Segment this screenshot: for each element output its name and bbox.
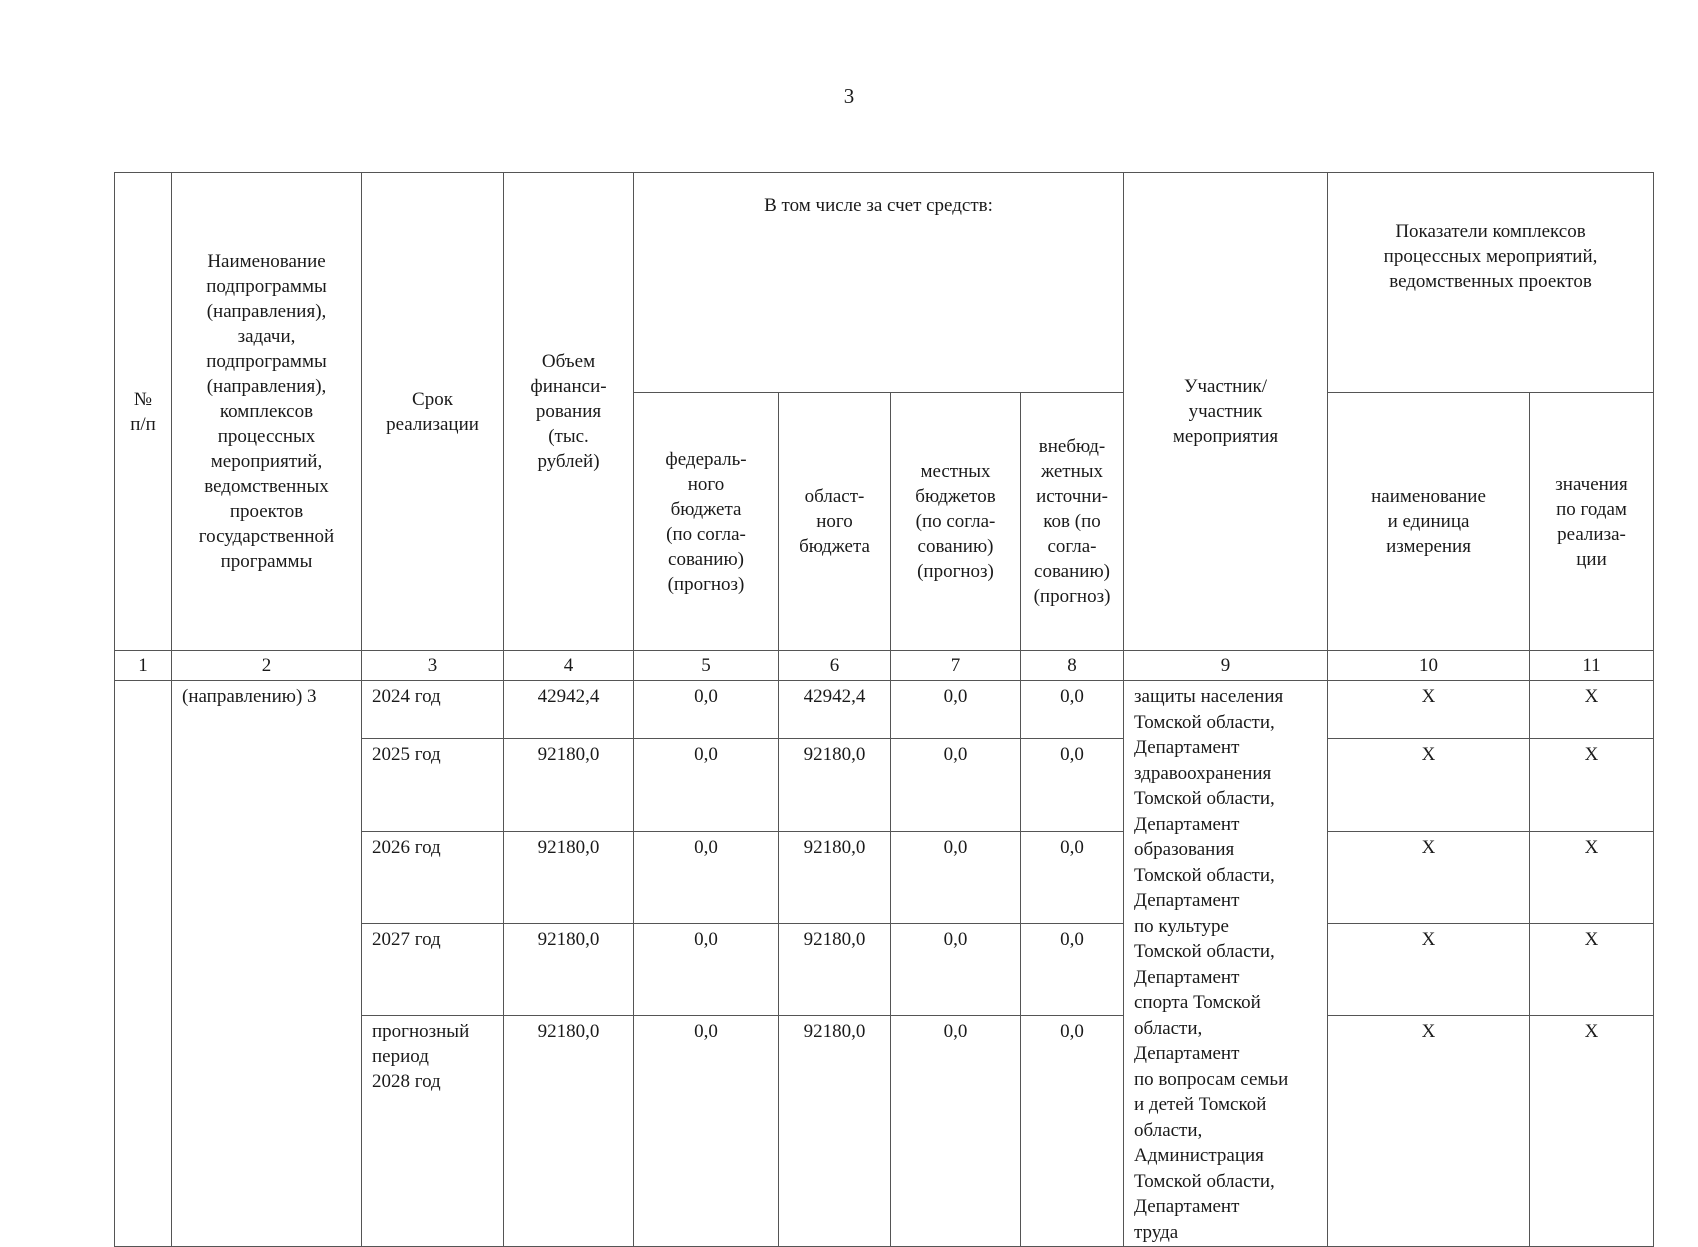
federal-cell: 0,0 [634,831,779,923]
extra-cell: 0,0 [1021,1016,1124,1247]
row-name-cell: (направлению) 3 [172,681,362,1247]
header-indicator-values: значения по годам реализа- ции [1530,393,1654,651]
regional-cell: 92180,0 [779,739,891,831]
period-cell: 2027 год [362,923,504,1015]
regional-cell: 92180,0 [779,831,891,923]
local-cell: 0,0 [891,681,1021,739]
local-cell: 0,0 [891,1016,1021,1247]
column-number: 3 [362,651,504,681]
regional-cell: 42942,4 [779,681,891,739]
column-number: 2 [172,651,362,681]
federal-cell: 0,0 [634,739,779,831]
extra-cell: 0,0 [1021,923,1124,1015]
indicator-name-cell: Х [1328,1016,1530,1247]
federal-cell: 0,0 [634,681,779,739]
extra-cell: 0,0 [1021,739,1124,831]
header-extrabudgetary: внебюд- жетных источни- ков (по согла- сованию) (прогноз) [1021,393,1124,651]
indicator-values-cell: Х [1530,923,1654,1015]
header-total-funding: Объем финанси- рования (тыс. рублей) [504,173,634,651]
header-indicator-name: наименование и единица измерения [1328,393,1530,651]
header-indicators-group: Показатели комплексов процессных мероприятий, ведомственных проектов [1328,173,1654,393]
column-number: 8 [1021,651,1124,681]
extra-cell: 0,0 [1021,681,1124,739]
extra-cell: 0,0 [1021,831,1124,923]
column-number: 5 [634,651,779,681]
total-cell: 92180,0 [504,923,634,1015]
local-cell: 0,0 [891,739,1021,831]
federal-cell: 0,0 [634,923,779,1015]
header-federal-budget: федераль- ного бюджета (по согла- сованию) (прогноз) [634,393,779,651]
indicator-values-cell: Х [1530,831,1654,923]
period-cell: прогнозный период 2028 год [362,1016,504,1247]
header-participant: Участник/ участник мероприятия [1124,173,1328,651]
row-number-cell [115,681,172,1247]
federal-cell: 0,0 [634,1016,779,1247]
indicator-name-cell: Х [1328,831,1530,923]
local-cell: 0,0 [891,831,1021,923]
regional-cell: 92180,0 [779,1016,891,1247]
total-cell: 92180,0 [504,831,634,923]
column-number: 1 [115,651,172,681]
total-cell: 92180,0 [504,739,634,831]
column-number: 9 [1124,651,1328,681]
total-cell: 42942,4 [504,681,634,739]
period-cell: 2025 год [362,739,504,831]
indicator-name-cell: Х [1328,739,1530,831]
header-name: Наименование подпрограммы (направления), задачи, подпрограммы (направления), комплексов процессных мероприятий, ведомственных проектов государственной программы [172,173,362,651]
indicator-name-cell: Х [1328,681,1530,739]
total-cell: 92180,0 [504,1016,634,1247]
indicator-values-cell: Х [1530,739,1654,831]
period-cell: 2026 год [362,831,504,923]
table-row [115,681,1654,739]
header-regional-budget: област- ного бюджета [779,393,891,651]
header-period: Срок реализации [362,173,504,651]
participant-cell: защиты населения Томской области, Департамент здравоохранения Томской области, Департамент образования Томской области, Департамент по культуре Томской области, Департамент спорта Томской области, Департамент по вопросам семьи и детей Томской области, Администрация Томской области, Департамент труда [1124,681,1328,1247]
header-funds-group: В том числе за счет средств: [634,173,1124,393]
period-cell: 2024 год [362,681,504,739]
column-number: 6 [779,651,891,681]
indicator-name-cell: Х [1328,923,1530,1015]
column-number: 4 [504,651,634,681]
local-cell: 0,0 [891,923,1021,1015]
regional-cell: 92180,0 [779,923,891,1015]
budget-table [114,172,1654,1247]
column-number: 11 [1530,651,1654,681]
column-number: 10 [1328,651,1530,681]
page-number: 3 [843,84,855,108]
header-row-number: № п/п [115,173,172,651]
column-number: 7 [891,651,1021,681]
indicator-values-cell: Х [1530,1016,1654,1247]
header-local-budgets: местных бюджетов (по согла- сованию) (прогноз) [891,393,1021,651]
indicator-values-cell: Х [1530,681,1654,739]
